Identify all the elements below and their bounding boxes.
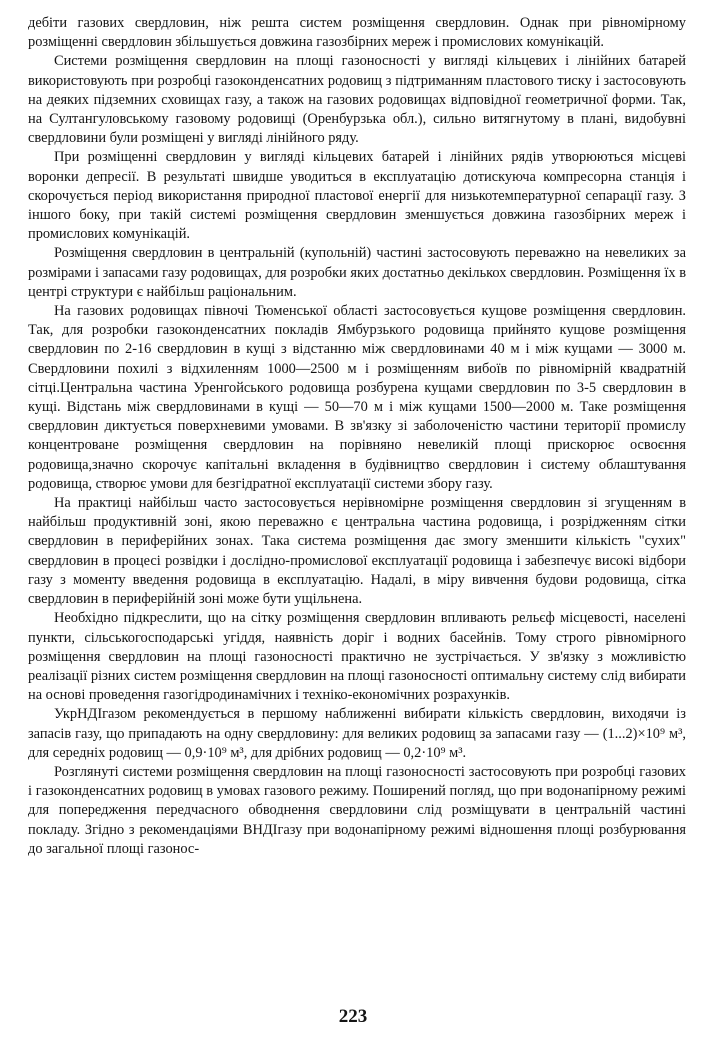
paragraph-8: УкрНДІгазом рекомендується в першому наближенні вибирати кількість свердловин, виходячи із запасів газу, що припадають на одну свердловину: для великих родовищ за запасами газу — (1...2)×10⁹ м³, для середніх родовищ — 0,9·10⁹ м³, для дрібних родовищ — 0,2·10⁹ м³. (28, 706, 686, 761)
paragraph-2: Системи розміщення свердловин на площі газоносності у вигляді кільцевих і лінійних батарей використовують при розробці газоконденсатних родовищ з підтриманням пластового тиску і застосовують на деяких підземних сховищах газу, а також на газових родовищах відповідної геометричної форми. Так, на Султангуловському газовому родовищі (Оренбурзька обл.), сильно витягнутому в плані, видобувні свердловини були розміщені у вигляді лінійного ряду. (28, 53, 686, 147)
paragraph-3: При розміщенні свердловин у вигляді кільцевих батарей і лінійних рядів утворюються місцеві воронки депресії. В результаті швидше уводиться в експлуатацію дотискуюча компресорна станція і скорочується період використання природної пластової енергії для низькотемпературної сепарації газу. З іншого боку, при такій системі розміщення свердловин зменшується довжина газозбірних мереж і промислових комунікацій. (28, 149, 686, 243)
paragraph-6: На практиці найбільш часто застосовується нерівномірне розміщення свердловин зі згущенням в найбільш продуктивній зоні, якою переважно є центральна частина родовища, і розрідженням сітки свердловин в периферійних зонах. Така система розміщення дає змогу зменшити кількість "сухих" свердловин в процесі розвідки і дослідно-промислової експлуатації родовища і забезпечує високі відбори газу з моменту введення родовища в експлуатацію. Надалі, в міру вивчення будови родовища, сітка свердловин в периферійній зоні може бути ущільнена. (28, 495, 686, 608)
paragraph-9: Розглянуті системи розміщення свердловин на площі газоносності застосовують при розробці газових і газоконденсатних родовищ в умовах газового режиму. Поширений погляд, що при водонапірному режимі для попередження передчасного обводнення свердловини слід розміщувати в центральній частині покладу. Згідно з рекомендаціями ВНДІгазу при водонапірному режимі відношення площі розбурювання до загальної площі газонос- (28, 763, 686, 857)
paragraph-5: На газових родовищах півночі Тюменської області застосовується кущове розміщення свердловин. Так, для розробки газоконденсатних покладів Ямбурзького родовища прийнято кущове розміщення свердловин по 2-16 свердловин в кущі з відстанню між свердловинами 40 м і між кущами — 3000 м. Свердловини похилі з відхиленням 1000—2500 м і розміщенням вибоїв по рівномірній квадратній сітці.Центральна частина Уренгойського родовища розбурена кущами свердловин по 3-5 свердловин в кущі. Відстань між свердловинами в кущі — 50—70 м і між кущами 1500—2000 м. Таке розміщення свердловин диктується поверхневими умовами. В зв'язку зі заболоченістю частини території промислу концентроване розміщення свердловин на порівняно невеликій площі прискорює освоєння родовища,значно скорочує капітальні вкладення в будівництво свердловин і систему облаштування родовища, створює умови для безгідратної експлуатації системи збору газу. (28, 303, 686, 492)
page-number: 223 (338, 1006, 368, 1027)
paragraph-1: дебіти газових свердловин, ніж решта систем розміщення свердловин. Однак при рівномірному розміщенні свердловин збільшується довжина газозбірних мереж і промислових комунікацій. (28, 15, 686, 51)
paragraph-4: Розміщення свердловин в центральній (купольній) частині застосовують переважно на невеликих за розмірами і запасами газу родовищах, для розробки яких достатньо декількох свердловин. Розміщення їх в центрі структури є найбільш раціональним. (28, 245, 686, 300)
paragraph-7: Необхідно підкреслити, що на сітку розміщення свердловин впливають рельєф місцевості, населені пункти, сільськогосподарські угіддя, наявність доріг і водних басейнів. Тому строго рівномірного розміщення свердловин на площі газоносності практично не зустрічається. У зв'язку з можливістю реалізації різних систем розміщення свердловин на площі газоносності оптимальну систему слід вибирати на основі проведення газогідродинамічних і техніко-економічних розрахунків. (28, 610, 686, 704)
body-text (28, 14, 686, 859)
